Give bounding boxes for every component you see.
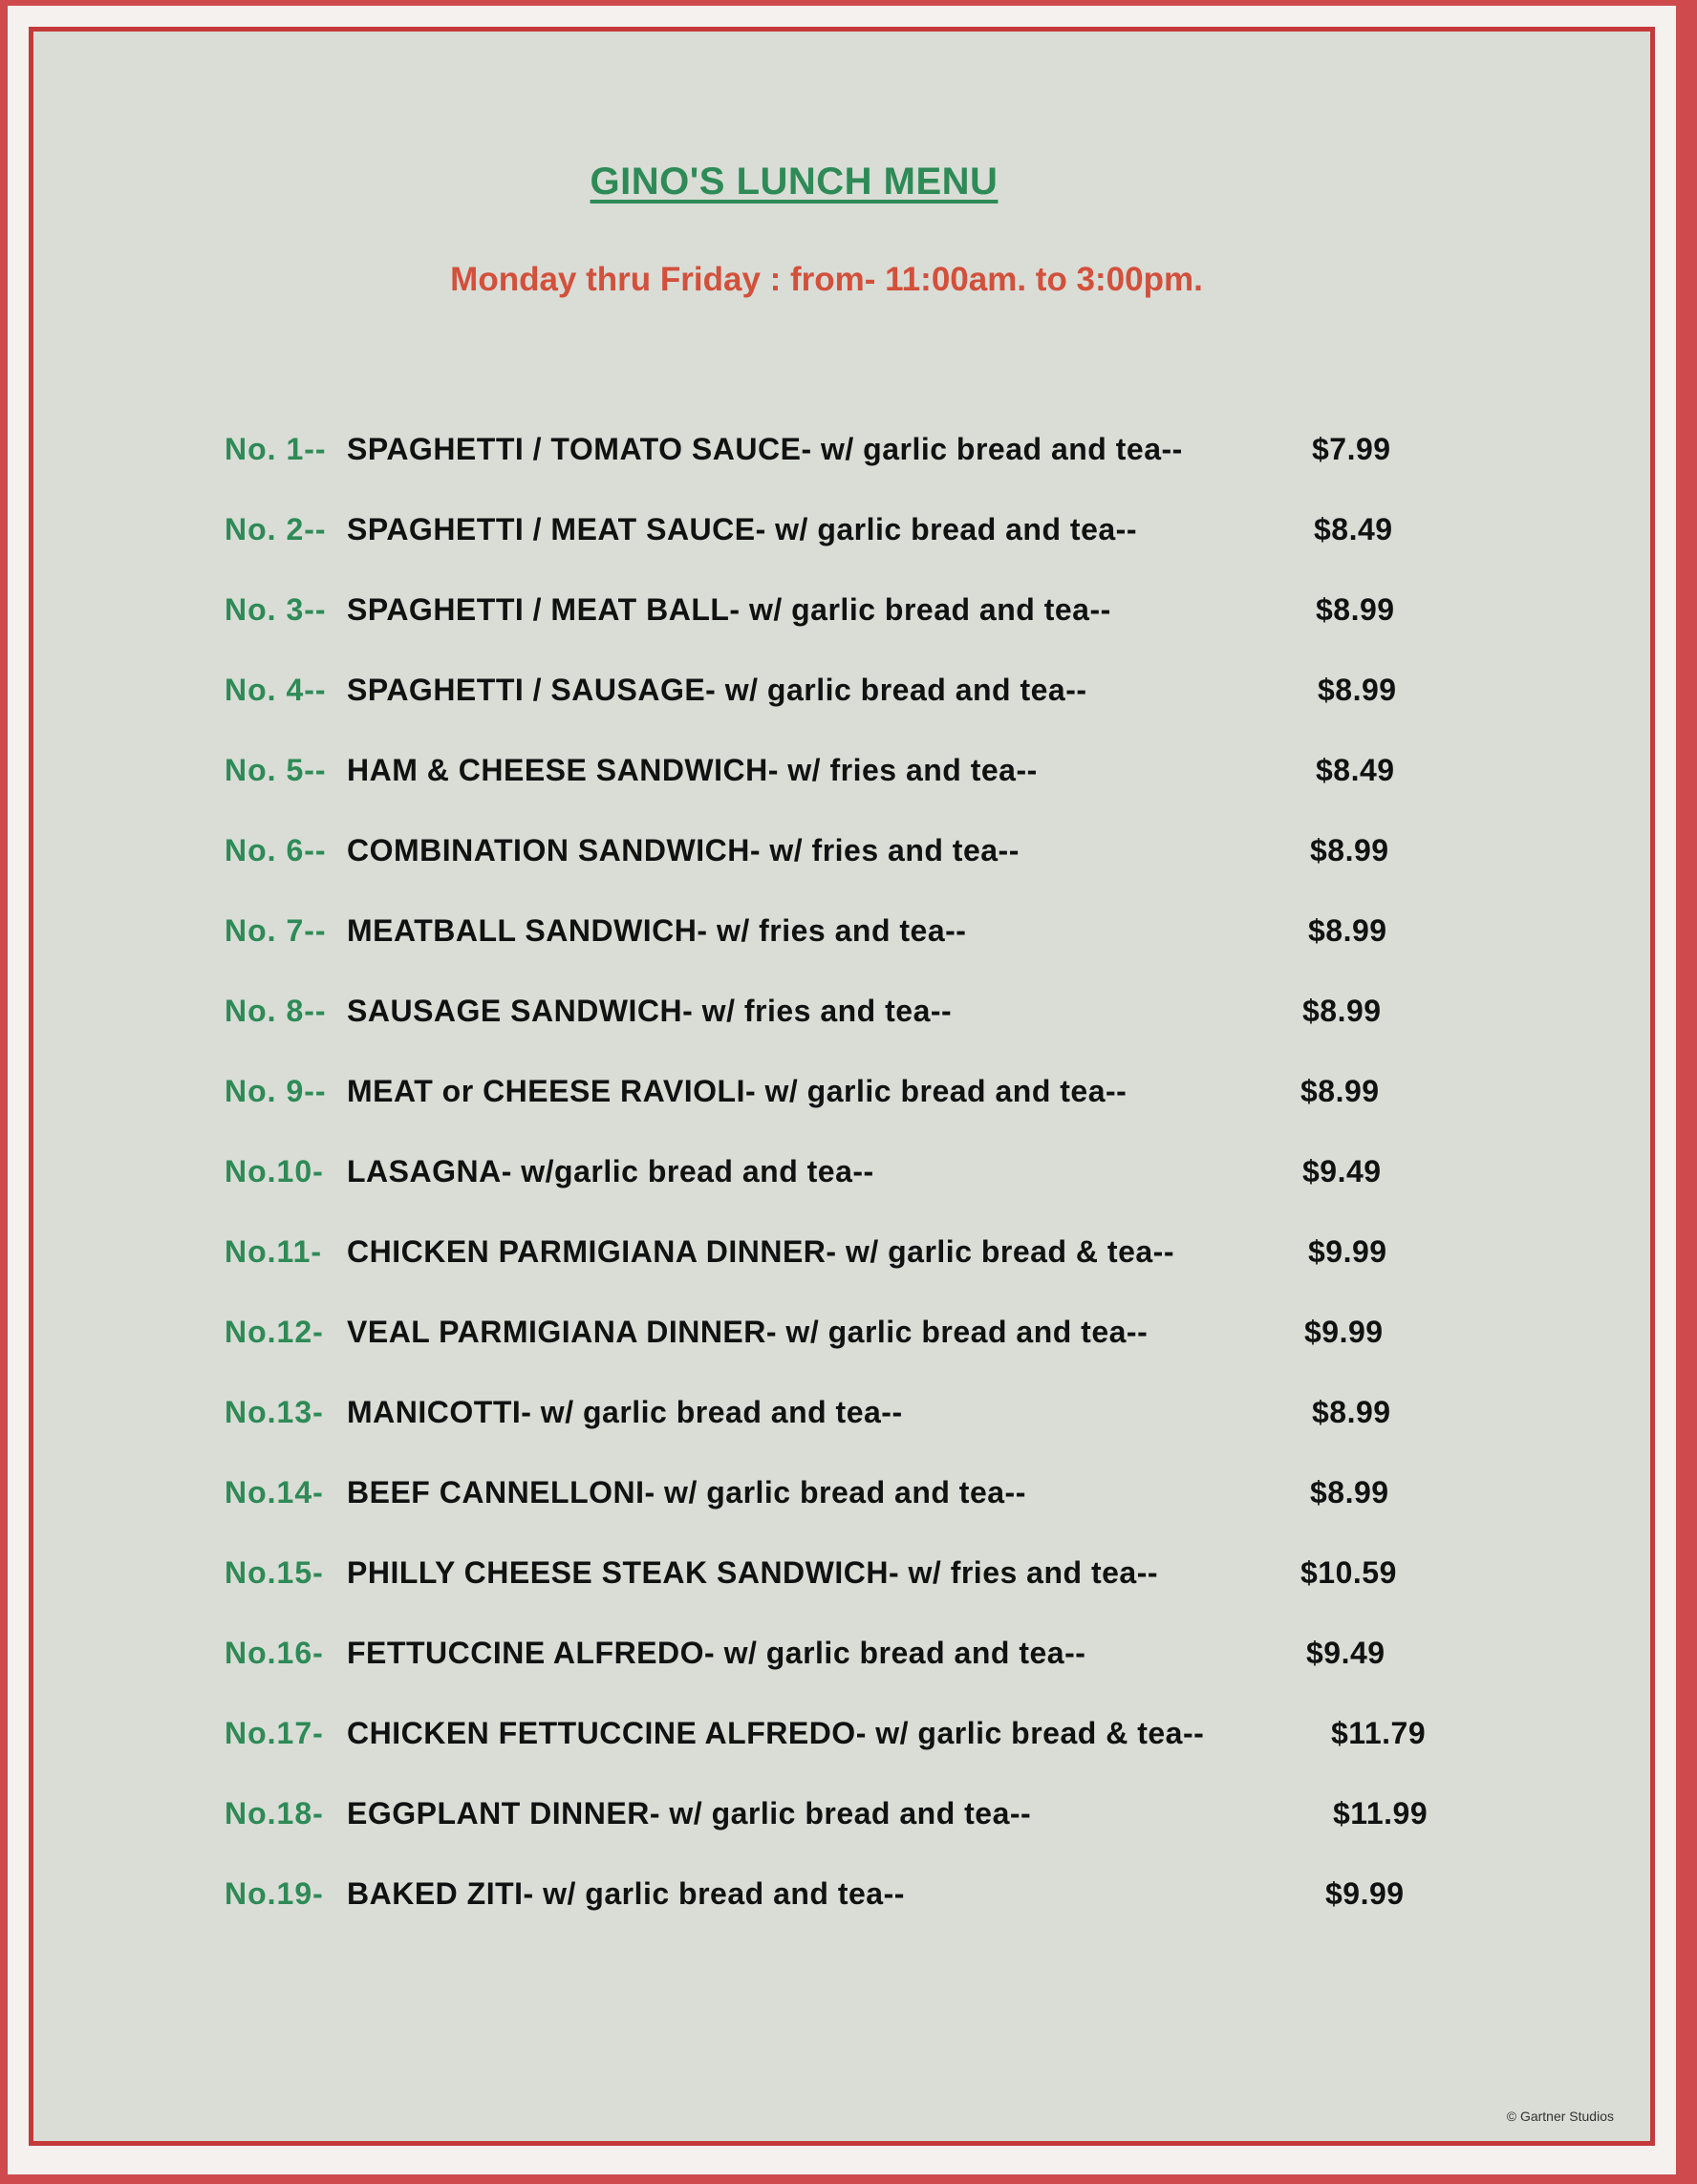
- menu-item: [225, 666, 1505, 714]
- item-price: $9.99: [1304, 1315, 1384, 1349]
- item-price: $8.99: [1316, 592, 1395, 627]
- copyright-note: © Gartner Studios: [1506, 2109, 1614, 2124]
- menu-item: [225, 1549, 1505, 1596]
- item-description: FETTUCCINE ALFREDO- w/ garlic bread and tea--: [347, 1636, 1086, 1670]
- item-price: $8.49: [1314, 512, 1393, 546]
- item-price: $9.99: [1308, 1234, 1387, 1269]
- menu-item: [225, 1468, 1505, 1516]
- item-description: LASAGNA- w/garlic bread and tea--: [347, 1154, 874, 1188]
- item-description: HAM & CHEESE SANDWICH- w/ fries and tea--: [347, 753, 1038, 787]
- menu-item: [225, 1228, 1505, 1275]
- item-number: No. 8--: [225, 994, 327, 1028]
- item-description: MANICOTTI- w/ garlic bread and tea--: [347, 1395, 903, 1429]
- menu-item: [225, 1709, 1505, 1757]
- item-number: No.13-: [225, 1395, 324, 1429]
- item-description: COMBINATION SANDWICH- w/ fries and tea--: [347, 833, 1020, 867]
- item-number: No. 7--: [225, 913, 327, 948]
- menu-title: GINO'S LUNCH MENU: [590, 161, 999, 203]
- item-number: No.14-: [225, 1475, 324, 1510]
- item-number: No.10-: [225, 1154, 324, 1188]
- item-number: No. 2--: [225, 512, 327, 546]
- item-number: No. 6--: [225, 833, 327, 867]
- menu-item: [225, 1629, 1505, 1677]
- item-description: SAUSAGE SANDWICH- w/ fries and tea--: [347, 994, 953, 1028]
- item-price: $8.99: [1300, 1074, 1380, 1108]
- item-number: No. 3--: [225, 592, 327, 627]
- menu-item: [225, 1789, 1505, 1837]
- menu-item: [225, 907, 1505, 954]
- menu-item: [225, 1147, 1505, 1195]
- item-price: $9.49: [1302, 1154, 1382, 1188]
- menu-item: [225, 1308, 1505, 1356]
- menu-hours: Monday thru Friday : from- 11:00am. to 3:00pm.: [450, 261, 1203, 298]
- item-description: SPAGHETTI / SAUSAGE- w/ garlic bread and tea--: [347, 673, 1087, 707]
- item-price: $11.99: [1333, 1796, 1428, 1831]
- item-number: No. 4--: [225, 673, 327, 707]
- menu-frame: [29, 27, 1655, 2146]
- item-number: No. 5--: [225, 753, 327, 787]
- item-description: MEATBALL SANDWICH- w/ fries and tea--: [347, 913, 967, 948]
- item-number: No.18-: [225, 1796, 324, 1831]
- item-number: No.17-: [225, 1716, 324, 1750]
- item-price: $9.49: [1306, 1636, 1386, 1670]
- item-number: No.19-: [225, 1876, 324, 1911]
- item-description: BAKED ZITI- w/ garlic bread and tea--: [347, 1876, 905, 1911]
- menu-item: [225, 425, 1505, 473]
- item-price: $11.79: [1331, 1716, 1427, 1750]
- item-number: No. 1--: [225, 432, 327, 466]
- item-description: EGGPLANT DINNER- w/ garlic bread and tea--: [347, 1796, 1032, 1831]
- item-description: CHICKEN PARMIGIANA DINNER- w/ garlic bread & tea--: [347, 1234, 1174, 1269]
- menu-item: [225, 586, 1505, 633]
- item-price: $8.99: [1310, 1475, 1389, 1510]
- item-description: BEEF CANNELLONI- w/ garlic bread and tea--: [347, 1475, 1026, 1510]
- menu-item: [225, 1388, 1505, 1436]
- item-description: SPAGHETTI / MEAT BALL- w/ garlic bread and tea--: [347, 592, 1111, 627]
- menu-item: [225, 826, 1505, 874]
- item-price: $8.99: [1318, 673, 1397, 707]
- item-price: $9.99: [1325, 1876, 1405, 1911]
- item-number: No.15-: [225, 1555, 324, 1590]
- menu-item: [225, 987, 1505, 1035]
- menu-item: [225, 1067, 1505, 1115]
- item-price: $8.99: [1302, 994, 1382, 1028]
- item-number: No. 9--: [225, 1074, 327, 1108]
- item-price: $7.99: [1312, 432, 1391, 466]
- menu-item: [225, 1870, 1505, 1917]
- item-price: $8.99: [1308, 913, 1387, 948]
- item-number: No.12-: [225, 1315, 324, 1349]
- item-description: SPAGHETTI / MEAT SAUCE- w/ garlic bread and tea--: [347, 512, 1137, 546]
- item-price: $8.49: [1316, 753, 1395, 787]
- item-price: $8.99: [1312, 1395, 1391, 1429]
- item-number: No.16-: [225, 1636, 324, 1670]
- item-description: PHILLY CHEESE STEAK SANDWICH- w/ fries and tea--: [347, 1555, 1159, 1590]
- item-description: CHICKEN FETTUCCINE ALFREDO- w/ garlic bread & tea--: [347, 1716, 1205, 1750]
- item-description: VEAL PARMIGIANA DINNER- w/ garlic bread and tea--: [347, 1315, 1149, 1349]
- menu-items: [33, 32, 1650, 2141]
- item-price: $10.59: [1300, 1555, 1397, 1590]
- menu-item: [225, 746, 1505, 794]
- item-description: MEAT or CHEESE RAVIOLI- w/ garlic bread and tea--: [347, 1074, 1128, 1108]
- item-number: No.11-: [225, 1234, 323, 1269]
- item-description: SPAGHETTI / TOMATO SAUCE- w/ garlic bread and tea--: [347, 432, 1183, 466]
- menu-item: [225, 505, 1505, 553]
- menu-sheet: [8, 6, 1676, 2174]
- item-price: $8.99: [1310, 833, 1389, 867]
